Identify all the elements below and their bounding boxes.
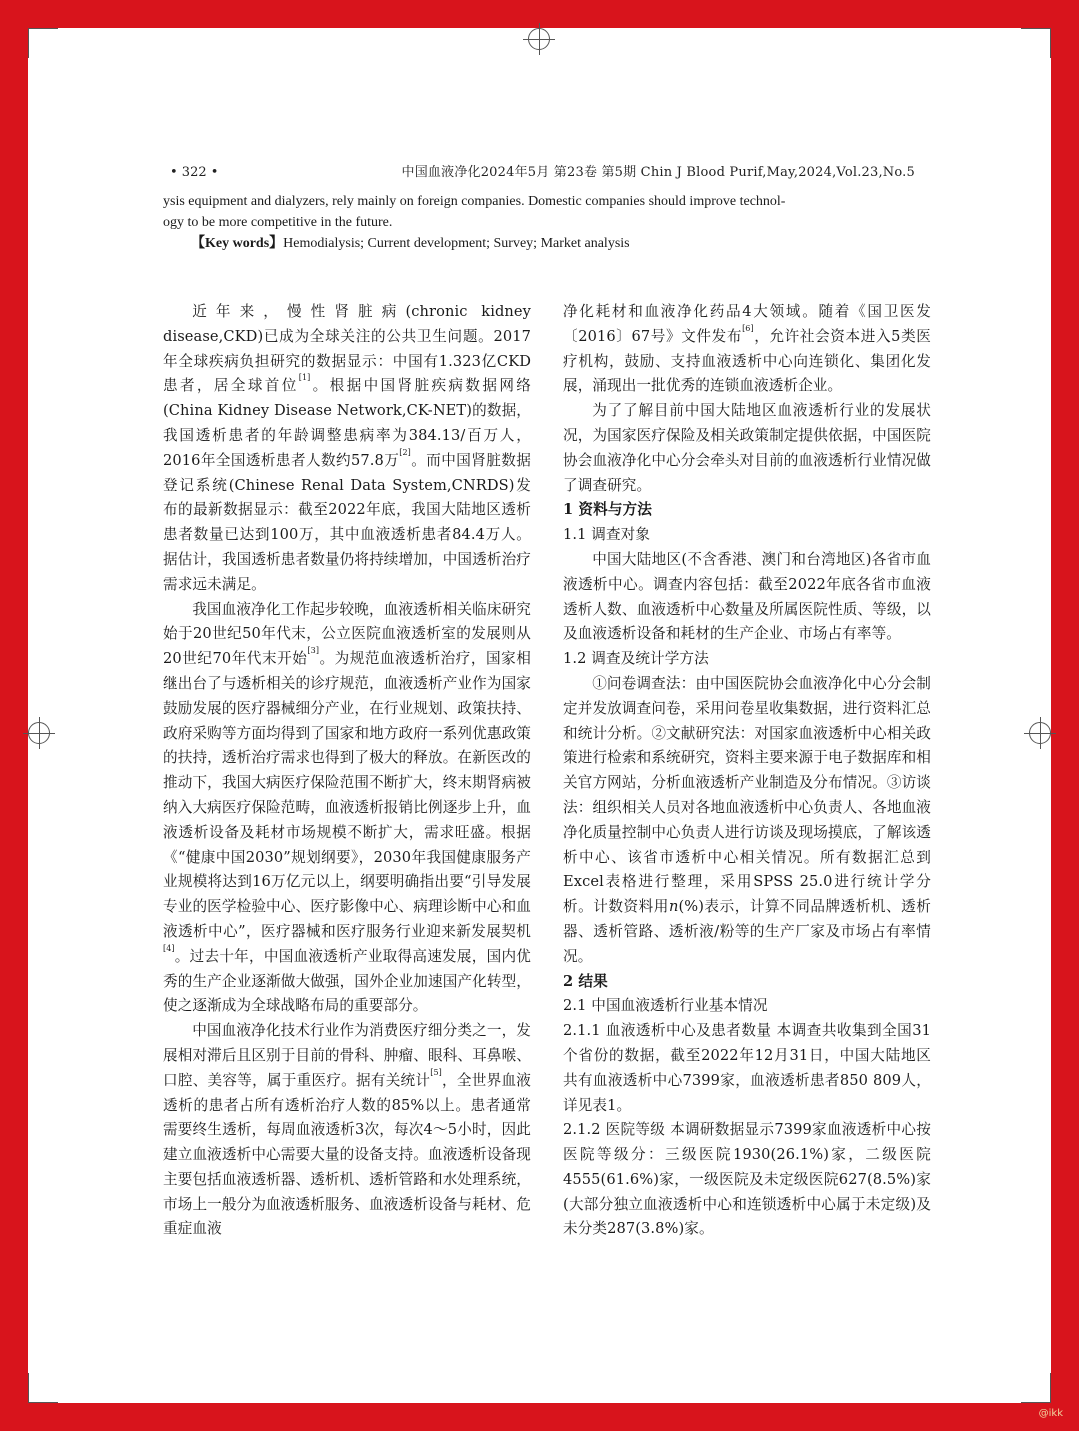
watermark: @ikk bbox=[1038, 1408, 1063, 1419]
registration-mark-top bbox=[528, 28, 550, 50]
crop-mark bbox=[28, 1373, 29, 1403]
body-paragraph: 我国血液净化工作起步较晚，血液透析相关临床研究始于20世纪50年代末，公立医院血液透析室的发展则从20世纪70年代末开始[3]。为规范血液透析治疗，国家相继出台了与透析相关的诊疗规范，血液透析产业作为国家鼓励发展的医疗器械细分产业，在行业规划、政策扶持、政府采购等方面均得到了国家和地方政府一系列优惠政策的扶持，透析治疗需求也得到了极大的释放。在新医改的推动下，我国大病医疗保险范围不断扩大，终末期肾病被纳入大病医疗保险范畴，血液透析报销比例逐步上升，血液透析设备及耗材市场规模不断扩大，需求旺盛。根据《“健康中国2030”规划纲要》，2030年我国健康服务产业规模将达到16万亿元以上，纲要明确指出要“引导发展专业的医学检验中心、医疗影像中心、病理诊断中心和血液透析中心”，医疗器械和医疗服务行业迎来新发展契机[4]。过去十年，中国血液透析产业取得高速发展，国内优秀的生产企业逐渐做大做强，国外企业加速国产化转型，使之逐渐成为全球战略布局的重要部分。 bbox=[163, 600, 531, 1015]
left-column bbox=[163, 300, 531, 1242]
crop-mark bbox=[1021, 28, 1051, 29]
citation-ref[interactable]: [2] bbox=[399, 447, 411, 457]
journal-citation: 中国血液净化2024年5月 第23卷 第5期 Chin J Blood Purif,May,2024,Vol.23,No.5 bbox=[401, 165, 915, 180]
subsection-heading: 1.2 调查及统计学方法 bbox=[563, 650, 709, 668]
section-heading: 2 结果 bbox=[563, 972, 608, 990]
section-heading: 1 资料与方法 bbox=[563, 501, 652, 519]
keywords-text: Hemodialysis; Current development; Survey; Market analysis bbox=[283, 236, 630, 251]
subsection-heading: 1.1 调查对象 bbox=[563, 526, 651, 544]
citation-ref[interactable]: [6] bbox=[742, 323, 754, 333]
crop-mark bbox=[28, 28, 58, 29]
keywords-line bbox=[163, 233, 923, 254]
registration-mark-right bbox=[1029, 722, 1051, 744]
right-column bbox=[563, 300, 931, 1242]
body-paragraph: 近年来，慢性肾脏病(chronic kidney disease,CKD)已成为全球关注的公共卫生问题。2017年全球疾病负担研究的数据显示：中国有1.323亿CKD患者，居全球首位[1]。根据中国肾脏疾病数据网络(China Kidney Disease Network,CK-NET)的数据，我国透析患者的年龄调整患病率为384.13/百万人，2016年全国透析患者人数约57.8万[2]。而中国肾脏数据登记系统(Chinese Renal Data System,CNRDS)发布的最新数据显示：截至2022年底，我国大陆地区透析患者数量已达到100万，其中血液透析患者84.4万人。据估计，我国透析患者数量仍将持续增加，中国透析治疗需求远未满足。 bbox=[163, 303, 531, 593]
abstract-line: ogy to be more competitive in the future. bbox=[163, 215, 393, 230]
crop-mark bbox=[28, 1402, 58, 1403]
abstract-line: ysis equipment and dialyzers, rely mainly on foreign companies. Domestic companies should improve technol- bbox=[163, 194, 786, 209]
citation-ref[interactable]: [5] bbox=[430, 1067, 442, 1077]
body-paragraph: 2.1.2 医院等级 本调研数据显示7399家血液透析中心按医院等级分：三级医院1930(26.1%)家，二级医院4555(61.6%)家，一级医院及未定级医院627(8.5%)家(大部分独立血液透析中心和连锁透析中心属于未定级)及未分类287(3.8%)家。 bbox=[563, 1121, 931, 1238]
crop-mark bbox=[1021, 1402, 1051, 1403]
body-paragraph: 中国血液净化技术行业作为消费医疗细分类之一，发展相对滞后且区别于目前的骨科、肿瘤、眼科、耳鼻喉、口腔、美容等，属于重医疗。据有关统计[5]，全世界血液透析的患者占所有透析治疗人数的85%以上。患者通常需要终生透析，每周血液透析3次，每次4～5小时，因此建立血液透析中心需要大量的设备支持。血液透析设备现主要包括血液透析器、透析机、透析管路和水处理系统，市场上一般分为血液透析服务、血液透析设备与耗材、危重症血液 bbox=[163, 1022, 531, 1238]
crop-mark bbox=[28, 28, 29, 58]
keywords-label: 【Key words】 bbox=[191, 236, 284, 251]
body-paragraph: ①问卷调查法：由中国医院协会血液净化中心分会制定并发放调查问卷，采用问卷星收集数据，进行资料汇总和统计分析。②文献研究法：对国家血液透析中心相关政策进行检索和系统研究，资料主要来源于电子数据库和相关官方网站，分析血液透析产业制造及分布情况。③访谈法：组织相关人员对各地血液透析中心负责人、各地血液净化质量控制中心负责人进行访谈及现场摸底，了解该透析中心、该省市透析中心相关情况。所有数据汇总到Excel表格进行整理，采用SPSS 25.0进行统计学分析。计数资料用n(%)表示，计算不同品牌透析机、透析器、透析管路、透析液/粉等的生产厂家及市场占有率情况。 bbox=[563, 674, 931, 965]
citation-ref[interactable]: [3] bbox=[307, 646, 320, 656]
body-paragraph: 净化耗材和血液净化药品4大领域。随着《国卫医发〔2016〕67号》文件发布[6]，允许社会资本进入5类医疗机构，鼓励、支持血液透析中心向连锁化、集团化发展，涌现出一批优秀的连锁血液透析企业。 bbox=[563, 303, 931, 395]
crop-mark bbox=[1050, 1373, 1051, 1403]
citation-ref[interactable]: [4] bbox=[163, 943, 175, 953]
citation-ref[interactable]: [1] bbox=[298, 373, 311, 383]
body-paragraph: 中国大陆地区(不含香港、澳门和台湾地区)各省市血液透析中心。调查内容包括：截至2022年底各省市血液透析人数、血液透析中心数量及所属医院性质、等级，以及血液透析设备和耗材的生产企业、市场占有率等。 bbox=[563, 550, 931, 643]
english-abstract-tail bbox=[163, 191, 923, 254]
page-number: • 322 • bbox=[170, 165, 219, 180]
registration-mark-left bbox=[28, 722, 50, 744]
subsection-heading: 2.1 中国血液透析行业基本情况 bbox=[563, 997, 768, 1015]
crop-mark bbox=[1050, 28, 1051, 58]
body-paragraph: 为了了解目前中国大陆地区血液透析行业的发展状况，为国家医疗保险及相关政策制定提供依据，中国医院协会血液净化中心分会牵头对目前的血液透析行业情况做了调查研究。 bbox=[563, 402, 931, 494]
body-paragraph: 2.1.1 血液透析中心及患者数量 本调查共收集到全国31个省份的数据，截至2022年12月31日，中国大陆地区共有血液透析中心7399家，血液透析患者850 809人，详见表1。 bbox=[563, 1022, 931, 1114]
